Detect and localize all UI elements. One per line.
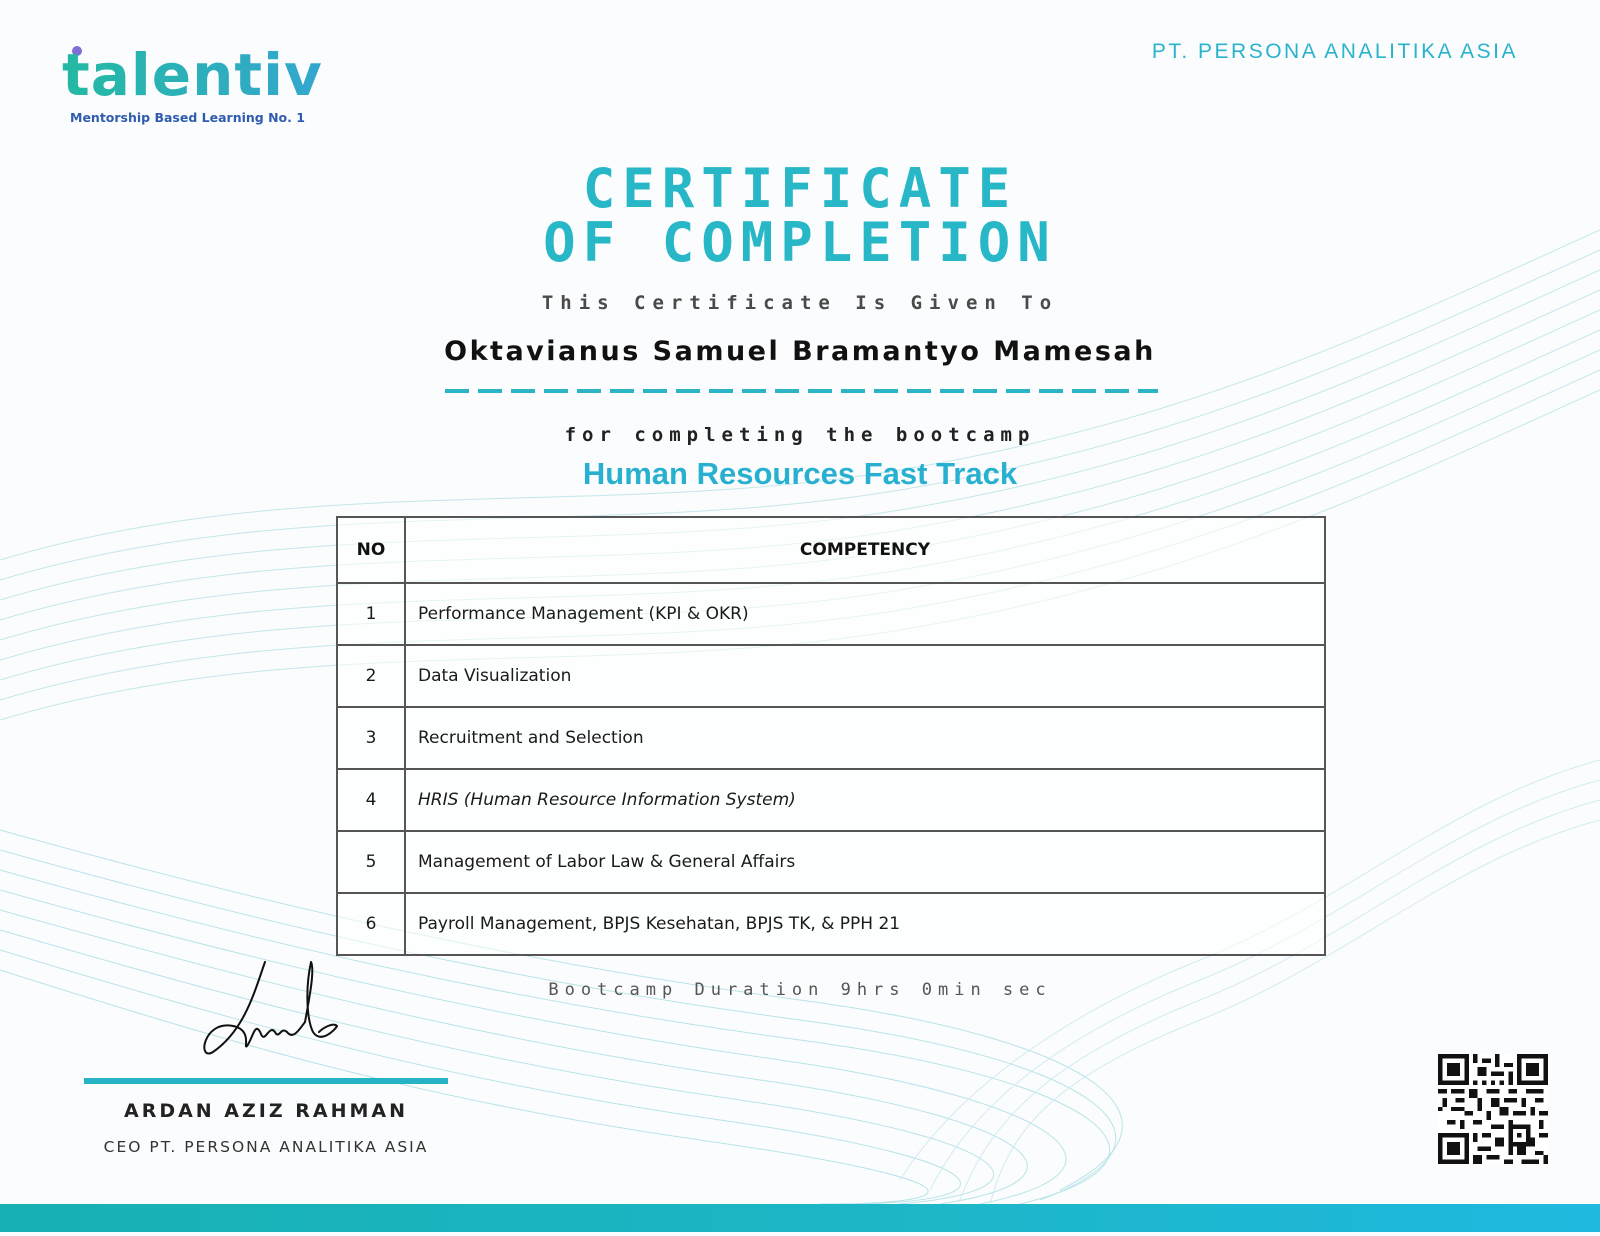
table-row	[337, 831, 1325, 893]
bootcamp-duration: Bootcamp Duration 9hrs 0min sec	[548, 980, 1052, 1000]
row-competency: Recruitment and Selection	[405, 707, 1325, 769]
handwritten-signature	[195, 960, 355, 1080]
talentiv-logo	[62, 40, 323, 130]
table-row	[337, 645, 1325, 707]
given-to-label: This Certificate Is Given To	[541, 292, 1059, 314]
logo-wordmark: talentiv	[62, 41, 323, 109]
completion-label: for completing the bootcamp	[564, 424, 1036, 446]
row-competency: HRIS (Human Resource Information System)	[405, 769, 1325, 831]
row-competency: Payroll Management, BPJS Kesehatan, BPJS TK, & PPH 21	[405, 893, 1325, 955]
row-number: 2	[337, 645, 405, 707]
recipient-underline	[445, 389, 1158, 393]
header-no: NO	[337, 517, 405, 583]
signatory-name: ARDAN AZIZ RAHMAN	[123, 1100, 409, 1122]
bottom-accent-bar	[0, 1204, 1600, 1232]
row-competency: Data Visualization	[405, 645, 1325, 707]
issuer-company: PT. PERSONA ANALITIKA ASIA	[1151, 40, 1518, 63]
certificate-title	[0, 157, 1600, 274]
row-competency: Management of Labor Law & General Affairs	[405, 831, 1325, 893]
row-number: 3	[337, 707, 405, 769]
row-number: 6	[337, 893, 405, 955]
bootcamp-name: Human Resources Fast Track	[582, 456, 1018, 491]
logo-tagline: Mentorship Based Learning No. 1	[70, 110, 305, 125]
table-row	[337, 583, 1325, 645]
table-row	[337, 707, 1325, 769]
table-row	[337, 893, 1325, 955]
signatory-title: CEO PT. PERSONA ANALITIKA ASIA	[103, 1138, 429, 1156]
header-competency: COMPETENCY	[405, 517, 1325, 583]
table-header-row	[337, 517, 1325, 583]
row-number: 5	[337, 831, 405, 893]
title-line-2: OF COMPLETION	[543, 211, 1057, 274]
qr-code-icon	[1438, 1054, 1548, 1164]
row-competency: Performance Management (KPI & OKR)	[405, 583, 1325, 645]
recipient-name: Oktavianus Samuel Bramantyo Mamesah	[444, 336, 1156, 367]
row-number: 4	[337, 769, 405, 831]
title-line-1: CERTIFICATE	[582, 157, 1018, 220]
table-row	[337, 769, 1325, 831]
row-number: 1	[337, 583, 405, 645]
signature-line	[84, 1078, 448, 1084]
competency-table	[336, 516, 1326, 956]
